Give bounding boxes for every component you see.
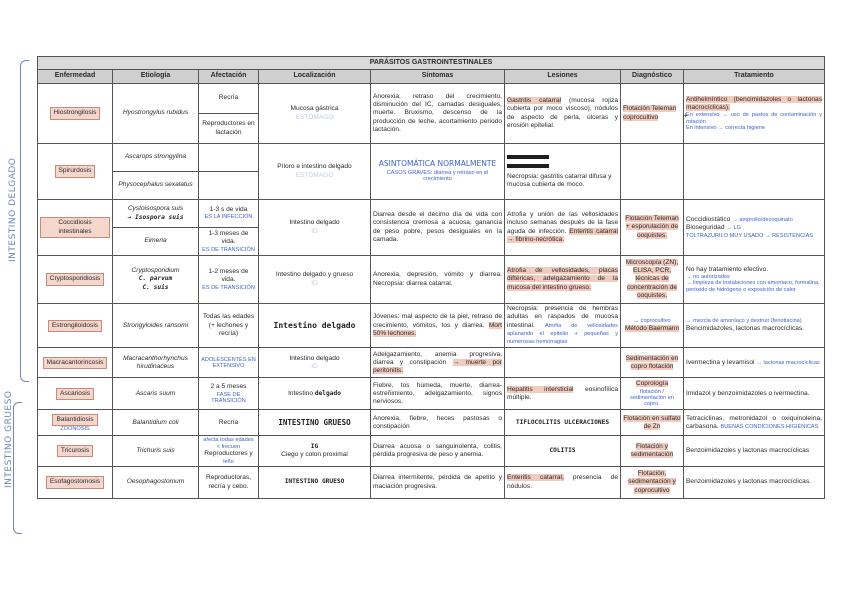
diagnosis: Flotación en sulfato de Zn: [623, 414, 681, 430]
etiology: Ascaris suum: [113, 378, 199, 410]
location: Intestino delgado y grueso: [275, 271, 354, 279]
col-etiologia: Etiología: [113, 70, 199, 84]
affectation-note: ADOLESCENTES EN EXTENSIVO: [201, 356, 256, 369]
etiology: Cryptosporidium: [131, 267, 180, 275]
location-handwritten: ID: [311, 279, 318, 287]
symptoms: Diarrea acuosa o sanguinolenta, colitis, pérdida progresiva de peso y anemia.: [371, 436, 505, 467]
affectation: Reproductores en lactación: [199, 114, 259, 144]
affectation-note: ES DE TRANSICIÓN: [202, 246, 255, 253]
affectation: Recría: [199, 84, 259, 114]
symptoms: Diarrea intermitente, pérdida de apetito y maciación progresiva.: [371, 467, 505, 499]
symptom-highlight: → muerte por peritonitis.: [373, 358, 502, 375]
location-handwritten: ESTÓMAGO: [295, 113, 334, 121]
location-handwritten: ESTÓMAGO: [295, 171, 334, 179]
table-row: [38, 348, 825, 378]
location: Intestino delgado: [289, 354, 340, 362]
symptoms: Anorexia, depresión, vómito y diarrea. Necropsia: diarrea catarral.: [371, 256, 505, 304]
treatment-note: → no autorizados: [686, 274, 730, 281]
treatment-note: BUENAS CONDICIONES HIGIÉNICAS: [720, 423, 819, 430]
disease-name: Estrongiloidosis: [48, 320, 102, 332]
location-handwritten: INTESTINO GRUESO: [278, 417, 351, 427]
treatment: Benzoimidazoles y lactonas macrocíclicas.: [684, 467, 825, 499]
side-label-grueso: INTESTINO GRUESO: [4, 390, 14, 488]
etiology: Hyostrongylus rubidus: [113, 84, 199, 144]
affectation-note: afecta todas edades < frecuen: [203, 437, 254, 450]
treatment: Benzoimidazoles y lactonas macrocíclicas: [684, 436, 825, 467]
lesion-handwritten: COLITIS: [549, 447, 576, 455]
location-handwritten: IG: [310, 442, 319, 450]
affectation-note: ES LA INFECCIÓN: [204, 214, 253, 221]
symptoms: Diarrea desde el décimo día de vida con consistencia cremosa a acuosa, ganancia de peso pobre, pesos desiguales en la camada.: [371, 200, 505, 256]
disease-name: Esofagostomosis: [46, 476, 104, 488]
table-row: [38, 467, 825, 499]
location-handwritten: ID: [311, 362, 318, 370]
treatment: Imidazol y benzoimidazoles o ivermectina.: [684, 378, 825, 410]
affectation: 2 a 5 meses: [210, 383, 247, 391]
location: Intestino delgado: [289, 219, 340, 227]
affectation: Reproductores y: [204, 450, 253, 458]
lesions: eosinofílica múltiple.: [507, 385, 618, 401]
struck-text: [507, 155, 549, 159]
etiology: Trichuris suis: [113, 436, 199, 467]
affectation-note: ES DE TRANSICIÓN: [202, 284, 255, 291]
disease-name: Ascariosis: [56, 388, 94, 400]
lesion-highlight: Atrofia de vellosidades, placas diftéricas, adelgazamiento de la mucosa del intestino grueso.: [507, 267, 618, 291]
col-enfermedad: Enfermedad: [38, 70, 113, 84]
table-row: [38, 410, 825, 436]
table-row: [38, 304, 825, 348]
col-tratamiento: Tratamiento: [684, 70, 825, 84]
treatment-note: → lactonas macrocíclicas: [756, 359, 820, 366]
etiology: Macracanthorhynchus hirudinaceus: [113, 348, 199, 378]
treatment-note: → limpieza de instalaciones con amoníaco, formalina, peróxido de hidrógeno o exposición de calor: [686, 280, 820, 293]
diagnosis: Coprología: [635, 380, 669, 388]
symptoms: Adelgazamiento, anemia progresiva, diarrea y constipación: [373, 350, 502, 366]
treatment: Antihelmíntico (bencimidazoles o lactonas macrocíclicas).: [686, 95, 823, 111]
location: Intestino: [288, 389, 313, 397]
diagnosis: Microscopía (ZN), ELISA, PCR, técnicas de concentración de ooquistes.: [625, 258, 679, 299]
bracket-intestino-grueso: [13, 402, 22, 534]
affectation: Recría: [199, 410, 259, 436]
location-handwritten: INTESTINO GRUESO: [284, 478, 345, 486]
etiology: Balantidium coli: [113, 410, 199, 436]
treatment: Coccidiostático: [686, 216, 731, 223]
affectation-note: FASE DE TRANSICIÓN: [211, 391, 246, 405]
location: Píloro e intestino delgado: [277, 163, 352, 171]
location: Mucosa gástrica: [290, 105, 339, 113]
treatment-note: TOLTRAZURILO MUY USADO → RESISTENCIAS: [686, 232, 814, 239]
location: Ciego y colon proximal: [281, 451, 348, 459]
etiology-handwritten: C. suis: [142, 283, 169, 291]
col-sintomas: Síntomas: [371, 70, 505, 84]
location-handwritten: delgado: [314, 389, 341, 397]
col-diagnostico: Diagnóstico: [621, 70, 684, 84]
table-row: [38, 256, 825, 304]
treatment-note: En intensivo → correcta higiene: [686, 125, 765, 131]
lesion-handwritten: TIFLOCOLITIS ULCERACIONES: [515, 418, 610, 426]
col-localizacion: Localización: [259, 70, 371, 84]
disease-name: Macracantorincosis: [43, 357, 108, 369]
affectation: 1-3 meses de vida.: [208, 230, 249, 246]
etiology: Strongyloides ransomi: [113, 304, 199, 348]
etiology-handwritten: C. parvum: [138, 275, 173, 283]
disease-name: Balantidiosis: [52, 414, 97, 426]
disease-note: ZOONOSIS: [60, 425, 90, 432]
diagnosis-note: → coprocultivo: [633, 318, 671, 325]
table-row: [38, 144, 825, 172]
symptoms-handwritten: ASINTOMÁTICA NORMALMENTE: [378, 159, 497, 169]
etiology: Ascarops strongylina: [113, 144, 199, 172]
lesions: Atrofia y unión de las vellosidades incluso semanas después de la fase aguda de infección.: [507, 210, 618, 235]
col-lesiones: Lesiones: [505, 70, 621, 84]
treatment-note: En extensivo → uso de pastos de contaminación y rotación: [686, 112, 823, 125]
etiology-handwritten: → Isospora suis: [127, 213, 184, 221]
side-label-delgado: INTESTINO DELGADO: [8, 157, 18, 262]
disease-name: Tricurosis: [57, 445, 93, 457]
table-row: [38, 378, 825, 410]
etiology: Oesophagostomum: [113, 467, 199, 499]
struck-text: [507, 164, 549, 168]
table-row: [38, 84, 825, 114]
treatment: Bioseguridad: [686, 224, 725, 232]
header-row: [38, 70, 825, 84]
treatment: Bencimidazoles, lactonas macrocíclicas.: [686, 324, 805, 332]
treatment-note: → LG: [726, 225, 741, 232]
lesions: Necropsia: presencia de hembras adultas en raspados de mucosa intestinal.: [507, 305, 618, 329]
plus-sign: +: [683, 111, 688, 120]
affectation-note: leño: [223, 458, 234, 465]
parasites-table: [37, 56, 825, 499]
diagnosis: Flotación y sedimentación: [630, 442, 674, 459]
lesion-highlight: Enteritis catarral,: [507, 474, 564, 482]
diagnosis: Flotación, sedimentación y coprocultivo: [628, 470, 676, 494]
lesions: (mucosa rojiza cubierta por moco viscoso), nódulos de aspecto de perla, úlceras y erosión epitelial.: [507, 96, 618, 129]
etiology: Cystoisospora suis: [127, 205, 184, 213]
disease-name: Hiostrongilosis: [50, 107, 101, 119]
location-handwritten: Intestino delgado: [273, 320, 356, 330]
lesion-highlight: Hepatitis intersticial: [507, 385, 574, 393]
lesion-highlight: Gastritis catarral: [507, 96, 562, 104]
diagnosis-note: flotación / sedimentación en copro.: [630, 388, 674, 408]
symptoms: Anorexia, retraso del crecimiento, disminución del IC, camadas desiguales, muerte. Bruxismo, descenso de la producción de leche, acortamiento periodo lactación.: [371, 84, 505, 144]
etiology: Physocephalus sexalatus: [113, 172, 199, 200]
symptoms: Jóvenes: mal aspecto de la piel, retraso de crecimiento, vómitos, tos y diarrea.: [373, 313, 502, 329]
treatment-note: → mezcla de amoníaco y destruir (fenotiacina): [686, 318, 802, 325]
diagnosis: Flotación Teleman coprocultivo: [623, 105, 677, 121]
diagnosis: Sedimentación en copro flotación: [625, 354, 679, 370]
table-row: [38, 200, 825, 228]
affectation: Todas las edades (+ lechones y recría): [199, 304, 259, 348]
affectation: 1-3 s de vida: [209, 206, 248, 214]
lesions: presencia de nódulos.: [507, 474, 618, 490]
disease-name: Cryptosporidiosis: [46, 273, 105, 285]
location-handwritten: ID: [311, 227, 318, 235]
treatment: Tetraciclinas, metronidazol o oxiquinoleína, carbasona.: [686, 414, 823, 430]
treatment: No hay tratamiento efectivo.: [686, 265, 769, 273]
diagnosis: Flotación Teleman + esporulación de ooquistes.: [625, 215, 679, 239]
bracket-intestino-delgado: [20, 60, 29, 382]
affectation: Reproductoras, recría y cebo.: [199, 467, 259, 499]
lesions: Necropsia: gastritis catarral difusa y mucosa cubierta de moco.: [507, 172, 612, 188]
symptoms: Anorexia, fiebre, heces pastosas o constipación: [371, 410, 505, 436]
diagnosis: Método Baermann: [624, 324, 680, 332]
treatment: Ivermectina y levamisol: [686, 358, 755, 366]
col-afectacion: Afectación: [199, 70, 259, 84]
lesion-note: Atrofia de vellosidades aplanando el epitelio + pequeñas y numerosas hemorragias: [507, 322, 618, 346]
symptom-highlight: Mort 50% lechones.: [373, 321, 502, 337]
table-row: [38, 436, 825, 467]
etiology: Eimeria: [113, 228, 199, 256]
symptoms-handwritten: CASOS GRAVES: diarrea y retraso en el crecimiento: [386, 169, 489, 183]
disease-name: Spirurdosis: [55, 165, 96, 177]
symptoms: Fiebre, tos húmeda, muerte, diarrea-estreñimiento, adelgazamiento, signos nerviosos.: [371, 378, 505, 410]
table-title: PARÁSITOS GASTROINTESTINALES: [38, 57, 825, 70]
treatment-note: → amprolio/decoquinato: [732, 217, 793, 223]
disease-name: Coccidiosis intestinales: [40, 217, 110, 238]
affectation: 1-2 meses de vida.: [208, 268, 249, 284]
lesion-highlight: Enteritis catarral → fibrino-necrótica.: [507, 227, 618, 243]
